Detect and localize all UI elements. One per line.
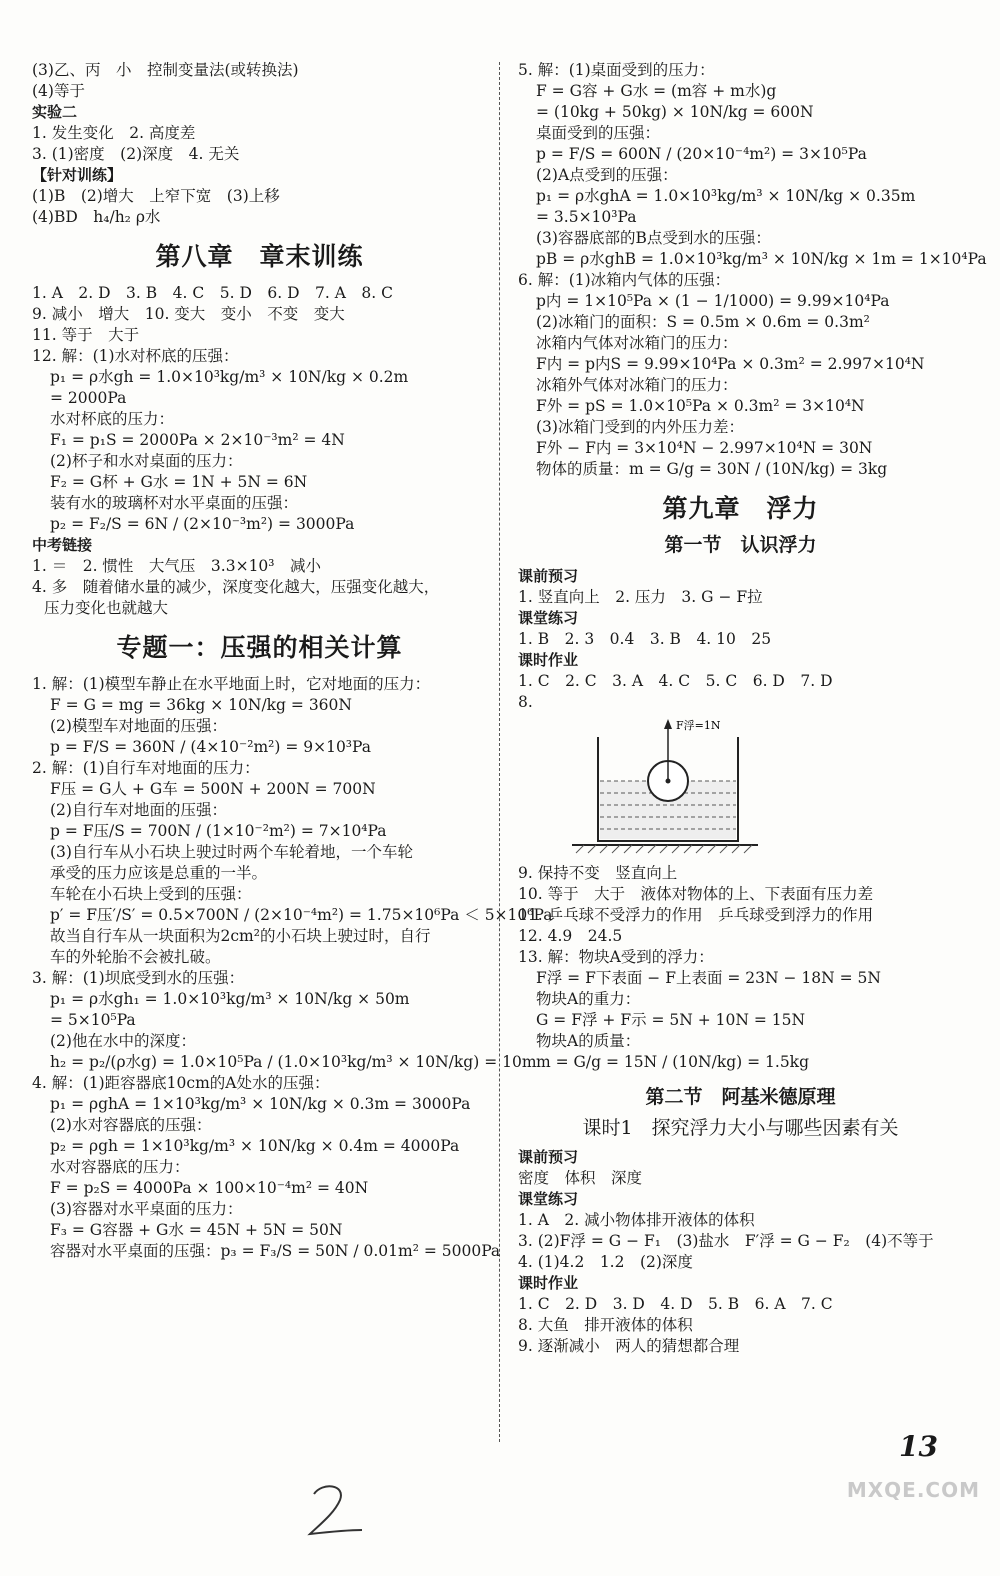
- text-line: F外 = pS = 1.0×10⁵Pa × 0.3m² = 3×10⁴N: [536, 397, 865, 415]
- text-line: (4)BD h₄/h₂ ρ水: [32, 208, 161, 226]
- text-line: 密度 体积 深度: [518, 1169, 643, 1187]
- text-line: 9. 逐渐减小 两人的猜想都合理: [518, 1337, 740, 1355]
- text-line: 6. 解：(1)冰箱内气体的压强：: [518, 271, 731, 289]
- text-line: (2)A点受到的压强：: [536, 166, 678, 184]
- text-line: F = p₂S = 4000Pa × 100×10⁻⁴m² = 40N: [50, 1179, 369, 1197]
- buoyancy-figure: [558, 717, 818, 857]
- text-line: 冰箱外气体对冰箱门的压力：: [536, 376, 738, 394]
- text-line: = 3.5×10³Pa: [536, 208, 637, 226]
- text-line: p内 = 1×10⁵Pa × (1 − 1/1000) = 9.99×10⁴Pa: [536, 292, 890, 310]
- text-line: 5. 解：(1)桌面受到的压力：: [518, 61, 715, 79]
- page-number: 13: [899, 1430, 938, 1463]
- section-title: 第二节 阿基米德原理: [645, 1086, 836, 1108]
- text-line: 13. 解：物块A受到的浮力：: [518, 948, 714, 966]
- text-line: 1. 竖直向上 2. 压力 3. G − F拉: [518, 588, 763, 606]
- subheading: 课时作业: [518, 651, 579, 669]
- text-line: 水对容器底的压力：: [50, 1158, 190, 1176]
- text-line: F内 = p内S = 9.99×10⁴Pa × 0.3m² = 2.997×10⁴N: [536, 355, 925, 373]
- text-line: F压 = G人 + G车 = 500N + 200N = 700N: [50, 780, 376, 798]
- text-line: 装有水的玻璃杯对水平桌面的压强：: [50, 494, 299, 512]
- text-line: 8.: [518, 693, 533, 711]
- force-label: F浮=1N: [676, 719, 721, 732]
- text-line: (2)他在水中的深度：: [50, 1032, 196, 1050]
- text-line: F₁ = p₁S = 2000Pa × 2×10⁻³m² = 4N: [50, 431, 345, 449]
- subheading: 课时作业: [518, 1274, 579, 1292]
- subheading: 课堂练习: [518, 609, 579, 627]
- text-line: (3)乙、丙 小 控制变量法(或转换法): [32, 61, 299, 79]
- text-line: p₁ = ρghA = 1×10³kg/m³ × 10N/kg × 0.3m = 3000Pa: [50, 1095, 471, 1113]
- text-line: G = F浮 + F示 = 5N + 10N = 15N: [536, 1011, 806, 1029]
- text-line: p = F压/S = 700N / (1×10⁻²m²) = 7×10⁴Pa: [50, 822, 387, 840]
- text-line: = 5×10⁵Pa: [50, 1011, 136, 1029]
- subheading: 实验二: [32, 103, 78, 121]
- text-line: (2)冰箱门的面积：S = 0.5m × 0.6m = 0.3m²: [536, 313, 870, 331]
- text-line: 4. 多 随着储水量的减少，深度变化越大，压强变化越大，: [32, 578, 440, 596]
- text-line: 11. 乒乓球不受浮力的作用 乒乓球受到浮力的作用: [518, 906, 874, 924]
- text-line: F = G容 + G水 = (m容 + m水)g: [536, 82, 777, 100]
- text-line: 故当自行车从一块面积为2cm²的小石块上驶过时，自行: [50, 927, 431, 945]
- text-line: 水对杯底的压力：: [50, 410, 175, 428]
- chapter-title: 第八章 章末训练: [155, 242, 364, 271]
- text-line: p = F/S = 360N / (4×10⁻²m²) = 9×10³Pa: [50, 738, 371, 756]
- text-line: F外 − F内 = 3×10⁴N − 2.997×10⁴N = 30N: [536, 439, 873, 457]
- text-line: 1. C 2. C 3. A 4. C 5. C 6. D 7. D: [518, 672, 833, 690]
- text-line: = 2000Pa: [50, 389, 127, 407]
- text-line: (3)容器对水平桌面的压力：: [50, 1200, 243, 1218]
- text-line: 12. 4.9 24.5: [518, 927, 623, 945]
- text-line: 桌面受到的压强：: [536, 124, 661, 142]
- text-line: 3. (2)F浮 = G − F₁ (3)盐水 F′浮 = G − F₂ (4)不等于: [518, 1232, 934, 1250]
- chapter-title: 专题一：压强的相关计算: [116, 633, 403, 662]
- subheading: 【针对训练】: [32, 166, 123, 184]
- text-line: 车的外轮胎不会被扎破。: [50, 948, 221, 966]
- lesson-title: 课时1 探究浮力大小与哪些因素有关: [582, 1117, 899, 1139]
- text-line: 1. ＝ 2. 惯性 大气压 3.3×10³ 减小: [32, 557, 322, 575]
- handwritten-mark: [300, 1480, 370, 1540]
- text-line: 物体的质量：m = G/g = 30N / (10N/kg) = 3kg: [536, 460, 888, 478]
- text-line: 1. 发生变化 2. 高度差: [32, 124, 196, 142]
- text-line: (2)自行车对地面的压强：: [50, 801, 227, 819]
- text-line: 4. (1)4.2 1.2 (2)深度: [518, 1253, 693, 1271]
- ground-hatch: [576, 845, 752, 853]
- text-line: p₁ = ρ水gh = 1.0×10³kg/m³ × 10N/kg × 0.2m: [50, 368, 409, 386]
- text-line: F₂ = G杯 + G水 = 1N + 5N = 6N: [50, 473, 308, 491]
- text-line: (1)B (2)增大 上窄下宽 (3)上移: [32, 187, 280, 205]
- text-line: 1. B 2. 3 0.4 3. B 4. 10 25: [518, 630, 772, 648]
- text-line: p₂ = F₂/S = 6N / (2×10⁻³m²) = 3000Pa: [50, 515, 355, 533]
- text-line: F₃ = G容器 + G水 = 45N + 5N = 50N: [50, 1221, 343, 1239]
- text-line: (4)等于: [32, 82, 85, 100]
- text-line: p₂ = ρgh = 1×10³kg/m³ × 10N/kg × 0.4m = 4000Pa: [50, 1137, 460, 1155]
- text-line: 容器对水平桌面的压强：p₃ = F₃/S = 50N / 0.01m² = 5000Pa: [50, 1242, 501, 1260]
- section-title: 第一节 认识浮力: [664, 534, 817, 556]
- text-line: 压力变化也就越大: [44, 599, 169, 617]
- text-line: (3)容器底部的B点受到水的压强：: [536, 229, 771, 247]
- text-line: (2)水对容器底的压强：: [50, 1116, 212, 1134]
- text-line: 物块A的质量：: [536, 1032, 641, 1050]
- text-line: p₁ = ρ水ghA = 1.0×10³kg/m³ × 10N/kg × 0.35m: [536, 187, 916, 205]
- text-line: F = G = mg = 36kg × 10N/kg = 360N: [50, 696, 352, 714]
- text-line: 12. 解：(1)水对杯底的压强：: [32, 347, 239, 365]
- text-line: 2. 解：(1)自行车对地面的压力：: [32, 759, 260, 777]
- watermark: MXQE.COM: [846, 1478, 980, 1502]
- text-line: p₁ = ρ水gh₁ = 1.0×10³kg/m³ × 10N/kg × 50m: [50, 990, 410, 1008]
- text-line: 11. 等于 大于: [32, 326, 140, 344]
- text-line: (3)自行车从小石块上驶过时两个车轮着地，一个车轮: [50, 843, 413, 861]
- force-arrowhead: [664, 719, 672, 729]
- text-line: p′ = F压′/S′ = 0.5×700N / (2×10⁻⁴m²) = 1.75×10⁶Pa ＜ 5×10⁶Pa: [50, 906, 553, 924]
- text-line: 1. A 2. 减小物体排开液体的体积: [518, 1211, 755, 1229]
- text-line: 1. C 2. D 3. D 4. D 5. B 6. A 7. C: [518, 1295, 833, 1313]
- text-line: = (10kg + 50kg) × 10N/kg = 600N: [536, 103, 814, 121]
- text-line: 10. 等于 大于 液体对物体的上、下表面有压力差: [518, 885, 874, 903]
- text-line: h₂ = p₂/(ρ水g) = 1.0×10⁵Pa / (1.0×10³kg/m³ × 10N/kg) = 10m: [50, 1053, 537, 1071]
- text-line: (2)杯子和水对桌面的压力：: [50, 452, 243, 470]
- subheading: 课堂练习: [518, 1190, 579, 1208]
- text-line: 物块A的重力：: [536, 990, 641, 1008]
- right-column: [518, 60, 987, 1357]
- column-divider: [499, 62, 500, 1442]
- subheading: 课前预习: [518, 567, 579, 585]
- text-line: (2)模型车对地面的压强：: [50, 717, 227, 735]
- text-line: 4. 解：(1)距容器底10cm的A处水的压强：: [32, 1074, 330, 1092]
- buoyancy-diagram: [558, 717, 818, 857]
- text-line: 9. 减小 增大 10. 变大 变小 不变 变大: [32, 305, 345, 323]
- text-line: 1. 解：(1)模型车静止在水平地面上时，它对地面的压力：: [32, 675, 431, 693]
- subheading: 课前预习: [518, 1148, 579, 1166]
- text-line: 车轮在小石块上受到的压强：: [50, 885, 252, 903]
- text-line: 8. 大鱼 排开液体的体积: [518, 1316, 693, 1334]
- text-line: p = F/S = 600N / (20×10⁻⁴m²) = 3×10⁵Pa: [536, 145, 867, 163]
- text-line: 3. (1)密度 (2)深度 4. 无关: [32, 145, 240, 163]
- text-line: F浮 = F下表面 − F上表面 = 23N − 18N = 5N: [536, 969, 881, 987]
- text-line: 承受的压力应该是总重的一半。: [50, 864, 268, 882]
- text-line: 1. A 2. D 3. B 4. C 5. D 6. D 7. A 8. C: [32, 284, 394, 302]
- chapter-title: 第九章 浮力: [662, 494, 819, 523]
- text-line: 9. 保持不变 竖直向上: [518, 864, 678, 882]
- subheading: 中考链接: [32, 536, 93, 554]
- text-line: 冰箱内气体对冰箱门的压力：: [536, 334, 738, 352]
- text-line: (3)冰箱门受到的内外压力差：: [536, 418, 744, 436]
- text-line: 3. 解：(1)坝底受到水的压强：: [32, 969, 245, 987]
- text-line: m = G/g = 15N / (10N/kg) = 1.5kg: [536, 1053, 809, 1071]
- text-line: pB = ρ水ghB = 1.0×10³kg/m³ × 10N/kg × 1m = 1×10⁴Pa: [536, 250, 987, 268]
